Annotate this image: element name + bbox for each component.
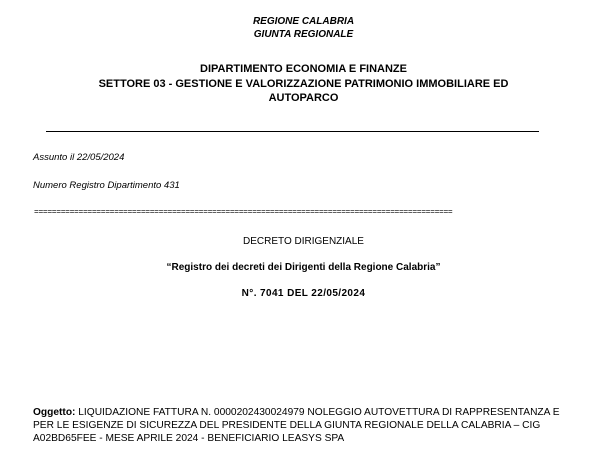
sector-heading-line1: SETTORE 03 - GESTIONE E VALORIZZAZIONE PATRIMONIO IMMOBILIARE ED [98, 78, 509, 90]
decree-type: DECRETO DIRIGENZIALE [243, 236, 364, 247]
registro-number: Numero Registro Dipartimento 431 [33, 180, 180, 191]
oggetto-label: Oggetto: [33, 407, 76, 418]
council-heading: GIUNTA REGIONALE [253, 29, 354, 40]
decree-register: “Registro dei decreti dei Dirigenti della Regione Calabria” [166, 262, 441, 273]
separator-line: ============================================================================================== [34, 208, 453, 217]
decree-number: N°. 7041 DEL 22/05/2024 [241, 288, 366, 299]
header-divider [46, 131, 539, 132]
sector-heading-line2: AUTOPARCO [268, 92, 339, 104]
oggetto-text: LIQUIDAZIONE FATTURA N. 0000202430024979 NOLEGGIO AUTOVETTURA DI RAPPRESENTANZA E PER LE ESIGENZE DI SICUREZZA DEL PRESIDENTE DELLA GIUNTA REGIONALE DELLA CALABRIA – CIG A02BD65FEE - MESE APRILE 2024 - BENEFICIARIO LEASYS SPA [33, 407, 560, 444]
assunto-date: Assunto il 22/05/2024 [33, 152, 125, 163]
oggetto-paragraph [33, 406, 578, 445]
department-heading: DIPARTIMENTO ECONOMIA E FINANZE [200, 63, 407, 75]
region-heading: REGIONE CALABRIA [252, 16, 355, 27]
